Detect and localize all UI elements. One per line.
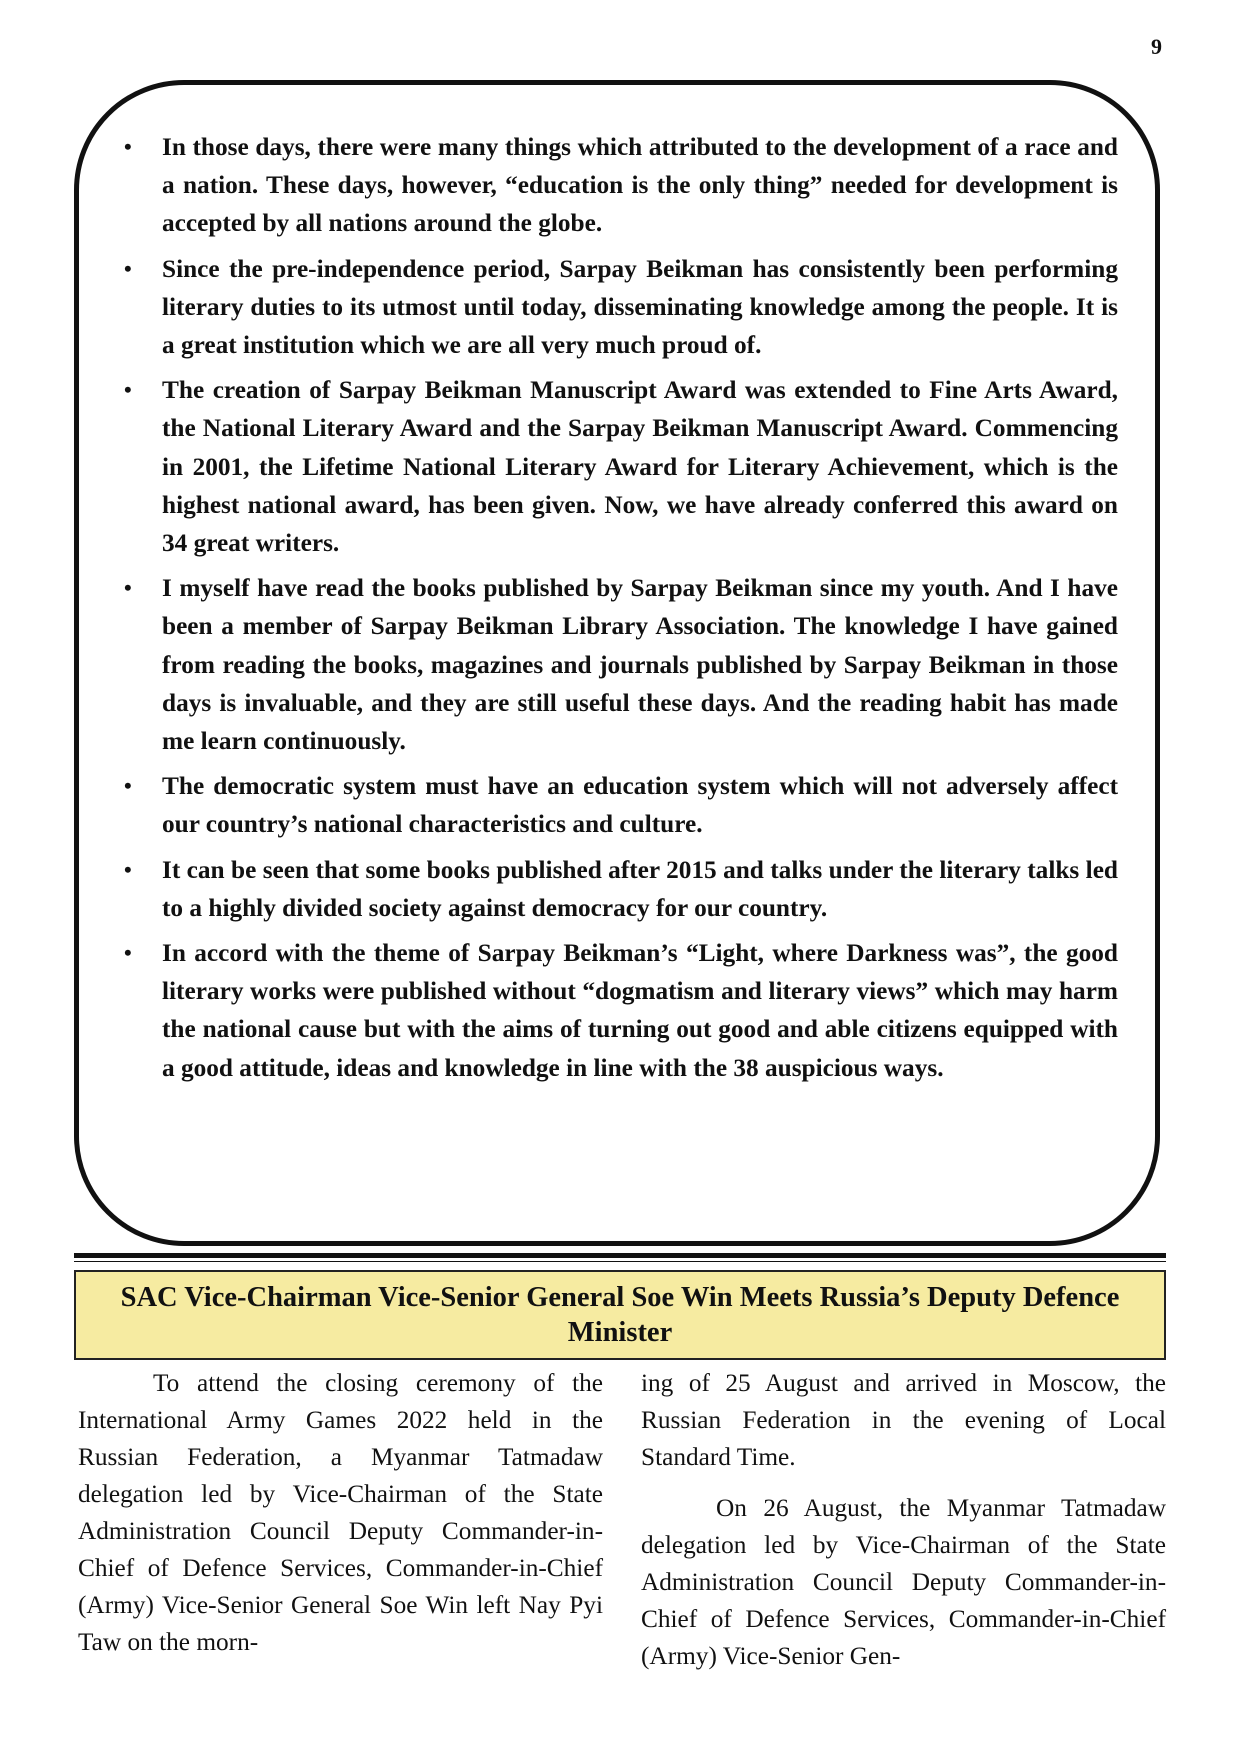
bullet-icon: • xyxy=(124,377,132,403)
section-divider xyxy=(74,1253,1166,1258)
section-divider-thin xyxy=(74,1261,1166,1262)
bullet-icon: • xyxy=(124,134,132,159)
article-paragraph: ing of 25 August and arrived in Moscow, the Russian Federation in the evening of Local Standard Time. xyxy=(641,1369,1166,1471)
list-item xyxy=(118,767,1118,843)
bullet-icon: • xyxy=(124,773,132,799)
bullet-text: In accord with the theme of Sarpay Beikman’s “Light, where Darkness was”, the good literary works were published without “dogmatism and literary views” which may harm the national cause but with the aims of turning out good and able citizens equipped with a good attitude, ideas and knowledge in line with the 38 auspicious ways. xyxy=(162,939,1118,1082)
bullet-text: It can be seen that some books published after 2015 and talks under the literary talks led to a highly divided society against democracy for our country. xyxy=(162,855,1118,922)
article-column-right xyxy=(641,1365,1166,1675)
article-paragraph: On 26 August, the Myanmar Tatmadaw delegation led by Vice-Chairman of the State Administration Council Deputy Commander-in-Chief of Defence Services, Commander-in-Chief (Army) Vice-Senior Gen- xyxy=(641,1494,1166,1670)
bullet-icon: • xyxy=(124,255,132,281)
bullet-list xyxy=(118,128,1118,1094)
article-column-left xyxy=(78,1365,603,1661)
bullet-text: Since the pre-independence period, Sarpay Beikman has consistently been performing literary duties to its utmost until today, disseminating knowledge among the people. It is a great institution which we are all very much proud of. xyxy=(162,254,1118,360)
list-item xyxy=(118,371,1118,562)
article-headline: SAC Vice-Chairman Vice-Senior General Soe Win Meets Russia’s Deputy Defence Minister xyxy=(120,1282,1120,1348)
list-item xyxy=(118,250,1118,365)
bullet-icon: • xyxy=(124,575,132,601)
list-item xyxy=(118,934,1118,1087)
bullet-text: The democratic system must have an education system which will not adversely affect our country’s national characteristics and culture. xyxy=(162,772,1118,839)
page-number: 9 xyxy=(1151,34,1162,59)
list-item xyxy=(118,851,1118,927)
list-item xyxy=(118,128,1118,243)
bullet-text: In those days, there were many things which attributed to the development of a race and a nation. These days, however, “education is the only thing” needed for development is accepted by all nations around the globe. xyxy=(162,133,1118,238)
bullet-text: I myself have read the books published by Sarpay Beikman since my youth. And I have been a member of Sarpay Beikman Library Association. The knowledge I have gained from reading the books, magazines and journals published by Sarpay Beikman in those days is invaluable, and they are still useful these days. And the reading habit has made me learn continuously. xyxy=(162,574,1118,756)
bullet-text: The creation of Sarpay Beikman Manuscript Award was extended to Fine Arts Award, the National Literary Award and the Sarpay Beikman Manuscript Award. Commencing in 2001, the Lifetime National Literary Award for Literary Achievement, which is the highest national award, has been given. Now, we have already conferred this award on 34 great writers. xyxy=(162,376,1118,558)
headline-banner xyxy=(74,1270,1166,1360)
bullet-icon: • xyxy=(124,856,132,882)
bullet-icon: • xyxy=(124,940,132,966)
article-paragraph: To attend the closing ceremony of the International Army Games 2022 held in the Russian Federation, a Myanmar Tatmadaw delegation led by Vice-Chairman of the State Administration Council Deputy Commander-in-Chief of Defence Services, Commander-in-Chief (Army) Vice-Senior General Soe Win left Nay Pyi Taw on the morn- xyxy=(78,1369,603,1656)
list-item xyxy=(118,569,1118,760)
